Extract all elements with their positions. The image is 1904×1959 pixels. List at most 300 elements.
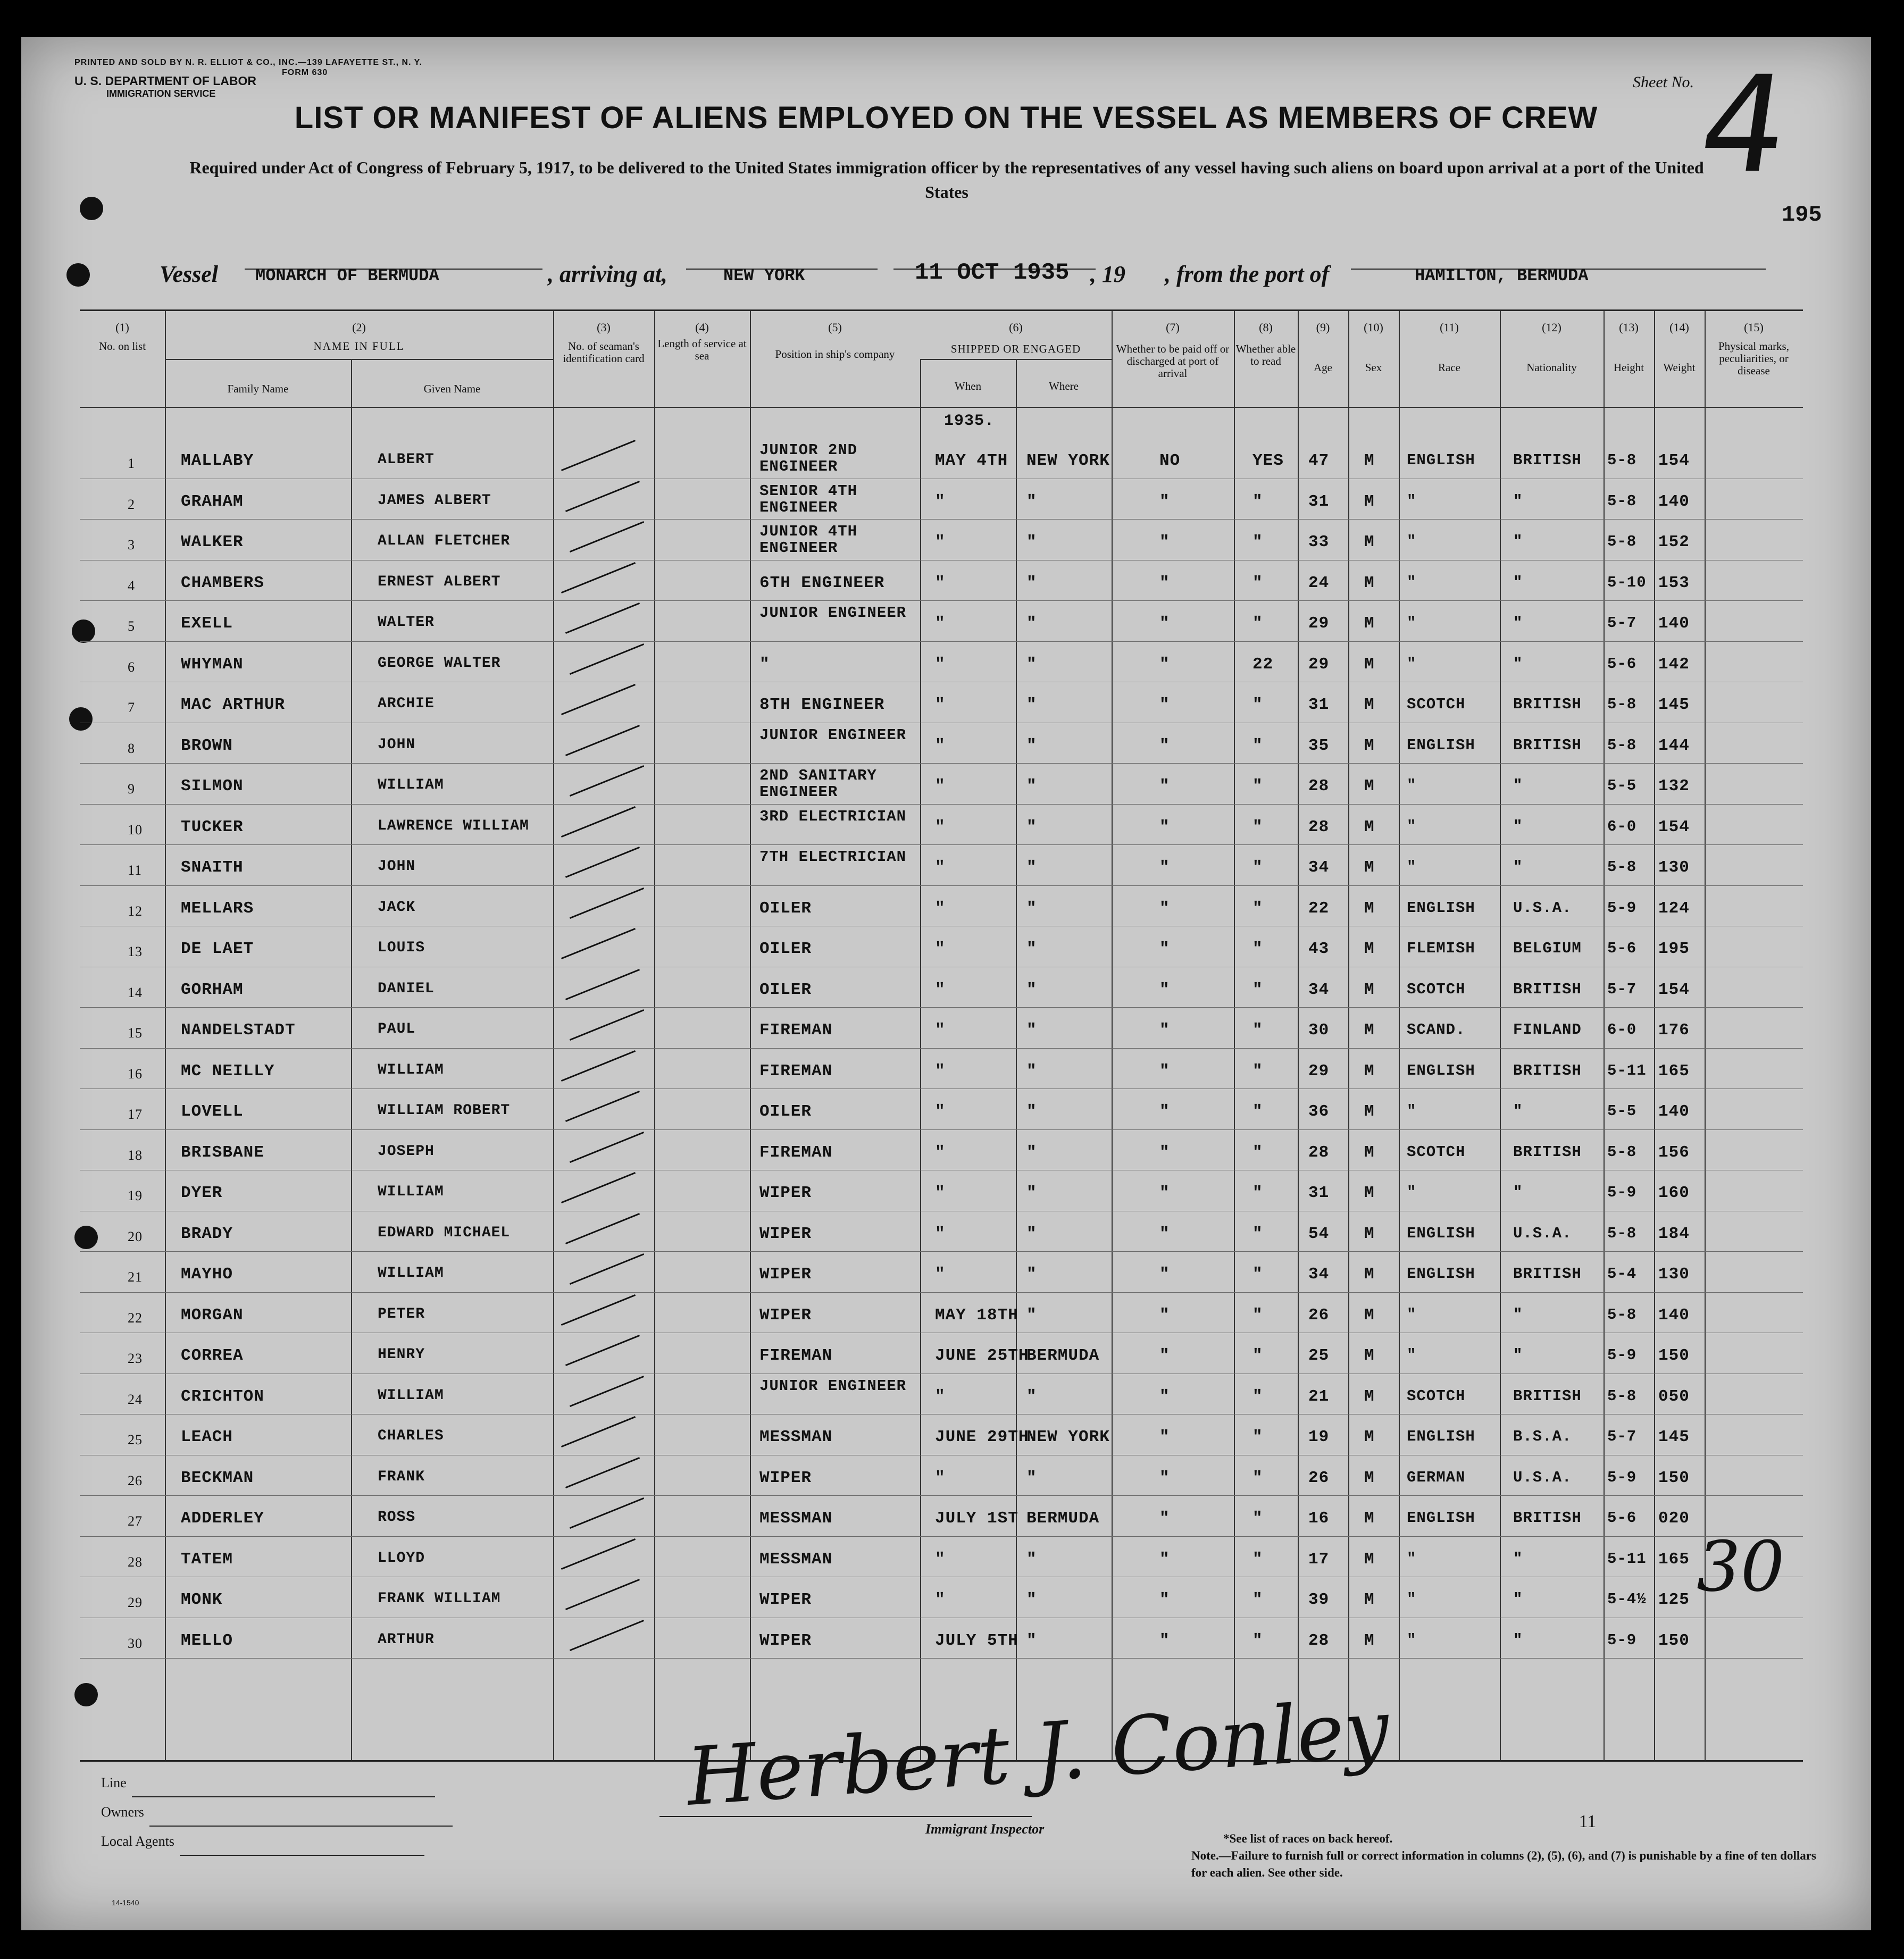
id-card-slash (565, 1335, 640, 1366)
given-name: JACK (378, 899, 416, 916)
shipped-when: JUNE 29TH (935, 1428, 1029, 1446)
able-to-read: " (1252, 1021, 1263, 1040)
row-number: 22 (128, 1310, 143, 1326)
family-name: CHAMBERS (181, 573, 264, 592)
sex: M (1364, 1102, 1375, 1121)
row-rule (80, 519, 1803, 520)
row-number: 11 (128, 863, 143, 878)
name-header-divider (165, 359, 553, 360)
sex: M (1364, 1428, 1375, 1446)
nationality: U.S.A. (1513, 1224, 1572, 1242)
owners-label: Owners (101, 1804, 144, 1820)
family-name: LOVELL (181, 1102, 244, 1121)
row-number: 25 (128, 1432, 143, 1447)
shipped-when: " (935, 858, 946, 877)
able-to-read: " (1252, 980, 1263, 999)
family-name: MELLARS (181, 899, 254, 918)
weight: 154 (1658, 451, 1690, 470)
race: ENGLISH (1407, 1265, 1475, 1283)
shipped-where: " (1026, 1305, 1037, 1325)
nationality: " (1513, 1590, 1523, 1608)
sex: M (1364, 1021, 1375, 1040)
height: 5-7 (1607, 614, 1637, 632)
column-divider (1500, 311, 1501, 1760)
sex: M (1364, 1590, 1375, 1609)
position: OILER (759, 940, 812, 958)
age: 29 (1308, 655, 1330, 674)
shipped-when: " (935, 736, 946, 755)
position: 2ND SANITARY ENGINEER (759, 767, 877, 801)
given-name: ALLAN FLETCHER (378, 533, 511, 549)
manifest-sheet (21, 37, 1871, 1930)
row-number: 27 (128, 1513, 143, 1529)
height: 5-10 (1607, 573, 1647, 591)
id-card-slash (565, 847, 640, 878)
age: 36 (1308, 1102, 1330, 1121)
given-name: LAWRENCE WILLIAM (378, 817, 529, 834)
shipped-when: " (935, 1143, 946, 1162)
sex: M (1364, 1387, 1375, 1406)
race: " (1407, 858, 1417, 876)
given-name: ARTHUR (378, 1631, 435, 1648)
row-number: 28 (128, 1554, 143, 1570)
age: 28 (1308, 777, 1330, 796)
able-to-read: " (1252, 1468, 1263, 1487)
arriving-label: , arriving at, (548, 261, 667, 287)
id-card-slash (565, 602, 640, 634)
sex: M (1364, 1224, 1375, 1243)
shipped-when: " (935, 1468, 946, 1487)
shipped-where: " (1026, 1184, 1037, 1202)
shipped-where: " (1026, 1021, 1037, 1040)
id-card-slash (561, 1538, 636, 1570)
shipped-where: " (1026, 1631, 1037, 1650)
family-name: TATEM (181, 1550, 233, 1569)
sex: M (1364, 492, 1375, 511)
paid-off: " (1159, 1346, 1170, 1365)
local-agents-label: Local Agents (101, 1834, 174, 1849)
able-to-read: " (1252, 1061, 1263, 1081)
given-name: FRANK (378, 1468, 425, 1485)
paid-off: " (1159, 1590, 1170, 1609)
able-to-read: " (1252, 533, 1263, 551)
position: SENIOR 4TH ENGINEER (759, 482, 858, 516)
race: " (1407, 1550, 1417, 1568)
age: 28 (1308, 1143, 1330, 1162)
nationality: BELGIUM (1513, 940, 1582, 957)
column-divider (1348, 311, 1349, 1760)
shipped-where: BERMUDA (1026, 1346, 1100, 1365)
family-name: MC NEILLY (181, 1061, 275, 1081)
position: MESSMAN (759, 1428, 833, 1446)
weight: 145 (1658, 696, 1690, 714)
shipped-where: " (1026, 696, 1037, 714)
row-rule (80, 1495, 1803, 1496)
given-name: WILLIAM (378, 777, 444, 793)
age: 25 (1308, 1346, 1330, 1365)
shipped-where: " (1026, 1061, 1037, 1081)
row-number: 20 (128, 1228, 143, 1244)
shipped-where: " (1026, 858, 1037, 877)
weight: 142 (1658, 655, 1690, 674)
shipped-where: " (1026, 1143, 1037, 1162)
shipped-where: " (1026, 940, 1037, 958)
given-name: GEORGE WALTER (378, 655, 501, 672)
shipped-when: " (935, 1061, 946, 1081)
age: 26 (1308, 1468, 1330, 1487)
weight: 195 (1658, 940, 1690, 958)
race: SCAND. (1407, 1021, 1466, 1039)
age: 22 (1308, 899, 1330, 918)
shipped-when: JULY 1ST (935, 1509, 1018, 1528)
page-title: LIST OR MANIFEST OF ALIENS EMPLOYED ON THE VESSEL AS MEMBERS OF CREW (294, 101, 1598, 135)
given-name: WILLIAM (378, 1265, 444, 1282)
sex: M (1364, 451, 1375, 470)
age: 24 (1308, 573, 1330, 592)
height: 5-8 (1607, 492, 1637, 510)
column-number: (1) (115, 321, 129, 334)
shipped-where: " (1026, 533, 1037, 551)
department-heading (74, 74, 256, 100)
height: 5-6 (1607, 655, 1637, 673)
height: 6-0 (1607, 817, 1637, 835)
footer-mark: 11 (1579, 1812, 1597, 1831)
age: 28 (1308, 1631, 1330, 1650)
position: JUNIOR ENGINEER (759, 1377, 907, 1395)
id-card-slash (570, 765, 644, 797)
sex: M (1364, 980, 1375, 999)
given-name: PAUL (378, 1021, 416, 1037)
shipped-when: " (935, 533, 946, 551)
sex: M (1364, 1468, 1375, 1487)
age: 29 (1308, 614, 1330, 633)
weight: 150 (1658, 1468, 1690, 1487)
column-number: (13) (1619, 321, 1639, 334)
paid-off: " (1159, 940, 1170, 958)
shipped-when: MAY 4TH (935, 451, 1008, 470)
shipped-when: " (935, 980, 946, 999)
paid-off: " (1159, 1265, 1170, 1284)
paid-off: " (1159, 1021, 1170, 1040)
height: 5-8 (1607, 736, 1637, 754)
paid-off: " (1159, 858, 1170, 877)
family-name: MONK (181, 1590, 223, 1609)
family-name: BROWN (181, 736, 233, 755)
arrival-date: 11 OCT 1935 (915, 259, 1070, 286)
position: 6TH ENGINEER (759, 573, 885, 592)
column-number: (15) (1744, 321, 1764, 334)
given-name: JOHN (378, 858, 416, 875)
id-card-slash (570, 1376, 644, 1407)
header-weight: Weight (1663, 361, 1696, 374)
age: 31 (1308, 492, 1330, 511)
able-to-read: 22 (1252, 655, 1274, 674)
age: 31 (1308, 1184, 1330, 1202)
id-card-slash (570, 643, 644, 675)
row-rule (80, 641, 1803, 642)
able-to-read: " (1252, 1346, 1263, 1365)
header-position: Position in ship's company (775, 348, 895, 361)
position: JUNIOR 4TH ENGINEER (759, 523, 858, 557)
race: " (1407, 533, 1417, 550)
family-name: DYER (181, 1184, 223, 1202)
printer-text: PRINTED AND SOLD BY N. R. ELLIOT & CO., INC.—139 LAFAYETTE ST., N. Y. (74, 58, 422, 67)
shipped-where: NEW YORK (1026, 451, 1110, 470)
given-name: ALBERT (378, 451, 435, 468)
nationality: " (1513, 492, 1523, 510)
column-number: (12) (1542, 321, 1561, 334)
family-name: BECKMAN (181, 1468, 254, 1487)
row-rule (80, 1048, 1803, 1049)
header-id-card: No. of seaman's identification card (563, 340, 645, 365)
height: 5-4½ (1607, 1590, 1647, 1608)
nationality: " (1513, 1346, 1523, 1364)
shipped-when: " (935, 940, 946, 958)
position: OILER (759, 980, 812, 999)
able-to-read: " (1252, 1305, 1263, 1325)
row-number: 1 (128, 456, 135, 471)
shipped-where: " (1026, 1224, 1037, 1243)
given-name: DANIEL (378, 980, 435, 997)
weight: 184 (1658, 1224, 1690, 1243)
sex: M (1364, 1184, 1375, 1202)
shipped-where: " (1026, 573, 1037, 592)
height: 5-8 (1607, 1387, 1637, 1405)
row-number: 8 (128, 740, 135, 756)
nationality: U.S.A. (1513, 899, 1572, 917)
punch-hole (66, 263, 90, 287)
crew-table (80, 309, 1803, 1762)
column-number: (6) (1009, 321, 1023, 334)
shipped-where: " (1026, 655, 1037, 674)
nationality: BRITISH (1513, 1387, 1582, 1405)
height: 5-7 (1607, 980, 1637, 998)
shipped-where: " (1026, 817, 1037, 836)
race: " (1407, 1631, 1417, 1649)
footer-notes (1191, 1813, 1824, 1881)
nationality: BRITISH (1513, 1143, 1582, 1161)
given-name: FRANK WILLIAM (378, 1590, 501, 1607)
position: JUNIOR 2ND ENGINEER (759, 441, 858, 475)
family-name: BRISBANE (181, 1143, 264, 1162)
given-name: EDWARD MICHAEL (378, 1224, 511, 1241)
given-name: ERNEST ALBERT (378, 573, 501, 590)
header-race: Race (1438, 361, 1460, 374)
shipped-when: " (935, 1590, 946, 1609)
service-name: IMMIGRATION SERVICE (106, 88, 216, 99)
row-number: 3 (128, 537, 135, 552)
shipped-when: " (935, 1224, 946, 1243)
paid-off: " (1159, 533, 1170, 551)
race: ENGLISH (1407, 736, 1475, 754)
shipped-where: " (1026, 899, 1037, 918)
position: WIPER (759, 1590, 812, 1609)
paid-off: NO (1159, 451, 1181, 470)
form-number: FORM 630 (282, 68, 328, 77)
height: 5-9 (1607, 1346, 1637, 1364)
row-number: 21 (128, 1269, 143, 1285)
id-card-slash (561, 928, 636, 959)
id-card-slash (561, 806, 636, 838)
column-number: (4) (695, 321, 709, 334)
height: 5-8 (1607, 1143, 1637, 1161)
able-to-read: " (1252, 1509, 1263, 1528)
nationality: " (1513, 573, 1523, 591)
column-divider (351, 359, 352, 1760)
race: SCOTCH (1407, 980, 1466, 998)
height: 5-8 (1607, 533, 1637, 550)
shipped-when: MAY 18TH (935, 1305, 1018, 1325)
able-to-read: " (1252, 1143, 1263, 1162)
position: 8TH ENGINEER (759, 696, 885, 714)
able-to-read: " (1252, 1387, 1263, 1406)
sex: M (1364, 1061, 1375, 1081)
row-number: 18 (128, 1147, 143, 1163)
id-card-slash (570, 1253, 644, 1285)
header-where: Where (1049, 380, 1079, 392)
paid-off: " (1159, 1143, 1170, 1162)
shipped-where: " (1026, 1468, 1037, 1487)
header-shipped-or-engaged: SHIPPED OR ENGAGED (950, 342, 1081, 355)
shipped-where: " (1026, 1387, 1037, 1406)
id-card-slash (561, 1050, 636, 1082)
paid-off: " (1159, 899, 1170, 918)
able-to-read: " (1252, 1102, 1263, 1121)
sex: M (1364, 1631, 1375, 1650)
position: FIREMAN (759, 1061, 833, 1081)
nationality: BRITISH (1513, 980, 1582, 998)
race: " (1407, 1590, 1417, 1608)
paid-off: " (1159, 1061, 1170, 1081)
shipped-when: " (935, 1021, 946, 1040)
stamp-number: 195 (1782, 202, 1822, 228)
shipped-where: " (1026, 1265, 1037, 1284)
position: WIPER (759, 1265, 812, 1284)
sex: M (1364, 1550, 1375, 1569)
height: 5-9 (1607, 1184, 1637, 1201)
age: 34 (1308, 858, 1330, 877)
paid-off: " (1159, 1428, 1170, 1446)
age: 34 (1308, 1265, 1330, 1284)
penalty-note: Note.—Failure to furnish full or correct information in columns (2), (5), (6), and (7) is punishable by a fine of ten dollars for each alien. See other side. (1191, 1849, 1816, 1879)
given-name: ROSS (378, 1509, 416, 1526)
year-note: 1935. (944, 412, 995, 430)
height: 5-5 (1607, 1102, 1637, 1120)
row-number: 7 (128, 700, 135, 715)
column-divider (553, 311, 554, 1760)
race: " (1407, 655, 1417, 673)
row-rule (80, 885, 1803, 886)
age: 47 (1308, 451, 1330, 470)
column-divider (920, 359, 921, 1760)
shipped-when: " (935, 1102, 946, 1121)
sex: M (1364, 777, 1375, 796)
arrival-port: NEW YORK (723, 266, 805, 286)
header-height: Height (1613, 361, 1644, 374)
able-to-read: " (1252, 940, 1263, 958)
header-paid-off: Whether to be paid off or discharged at port of arrival (1116, 342, 1230, 380)
shipped-where: " (1026, 736, 1037, 755)
nationality: " (1513, 1631, 1523, 1649)
row-number: 16 (128, 1066, 143, 1082)
family-name: SNAITH (181, 858, 244, 877)
family-name: WALKER (181, 533, 244, 551)
row-number: 12 (128, 903, 143, 919)
tally-count: 30 (1697, 1526, 1785, 1607)
nationality: " (1513, 817, 1523, 835)
able-to-read: " (1252, 696, 1263, 714)
column-divider (750, 311, 751, 1760)
age: 26 (1308, 1305, 1330, 1325)
height: 5-11 (1607, 1061, 1647, 1079)
race: SCOTCH (1407, 1387, 1466, 1405)
sex: M (1364, 1346, 1375, 1365)
sex: M (1364, 1305, 1375, 1325)
height: 5-8 (1607, 858, 1637, 876)
position: WIPER (759, 1184, 812, 1202)
paid-off: " (1159, 1387, 1170, 1406)
id-card-slash (561, 1416, 636, 1447)
id-card-slash (570, 521, 644, 552)
height: 5-5 (1607, 777, 1637, 794)
shipped-when: " (935, 573, 946, 592)
sex: M (1364, 899, 1375, 918)
nationality: " (1513, 1102, 1523, 1120)
row-rule (80, 1251, 1803, 1252)
shipped-when: " (935, 1387, 946, 1406)
able-to-read: YES (1252, 451, 1284, 470)
header-no: No. on list (98, 340, 146, 353)
header-name-in-full: NAME IN FULL (313, 340, 405, 353)
height: 5-8 (1607, 451, 1637, 469)
shipped-header-divider (920, 359, 1112, 360)
shipped-when: JULY 5TH (935, 1631, 1018, 1650)
row-number: 14 (128, 984, 143, 1000)
height: 5-7 (1607, 1428, 1637, 1445)
age: 28 (1308, 817, 1330, 836)
races-note: *See list of races on back hereof. (1223, 1832, 1393, 1845)
given-name: WILLIAM (378, 1061, 444, 1078)
row-number: 29 (128, 1595, 143, 1610)
header-given-name: Given Name (423, 382, 481, 395)
paid-off: " (1159, 1509, 1170, 1528)
weight: 156 (1658, 1143, 1690, 1162)
row-number: 2 (128, 496, 135, 512)
sex: M (1364, 940, 1375, 958)
age: 35 (1308, 736, 1330, 755)
row-number: 15 (128, 1025, 143, 1041)
weight: 130 (1658, 1265, 1690, 1284)
weight: 145 (1658, 1428, 1690, 1446)
height: 5-9 (1607, 1631, 1637, 1649)
family-name: CRICHTON (181, 1387, 264, 1406)
weight: 154 (1658, 980, 1690, 999)
weight: 154 (1658, 817, 1690, 836)
paid-off: " (1159, 614, 1170, 633)
race: " (1407, 1305, 1417, 1324)
column-number: (7) (1166, 321, 1180, 334)
weight: 150 (1658, 1346, 1690, 1365)
race: " (1407, 777, 1417, 794)
position: OILER (759, 1102, 812, 1121)
shipped-where: " (1026, 1102, 1037, 1121)
weight: 140 (1658, 1305, 1690, 1325)
given-name: PETER (378, 1305, 425, 1322)
paid-off: " (1159, 1631, 1170, 1650)
row-number: 9 (128, 781, 135, 797)
id-card-slash (565, 1091, 640, 1122)
height: 5-4 (1607, 1265, 1637, 1283)
